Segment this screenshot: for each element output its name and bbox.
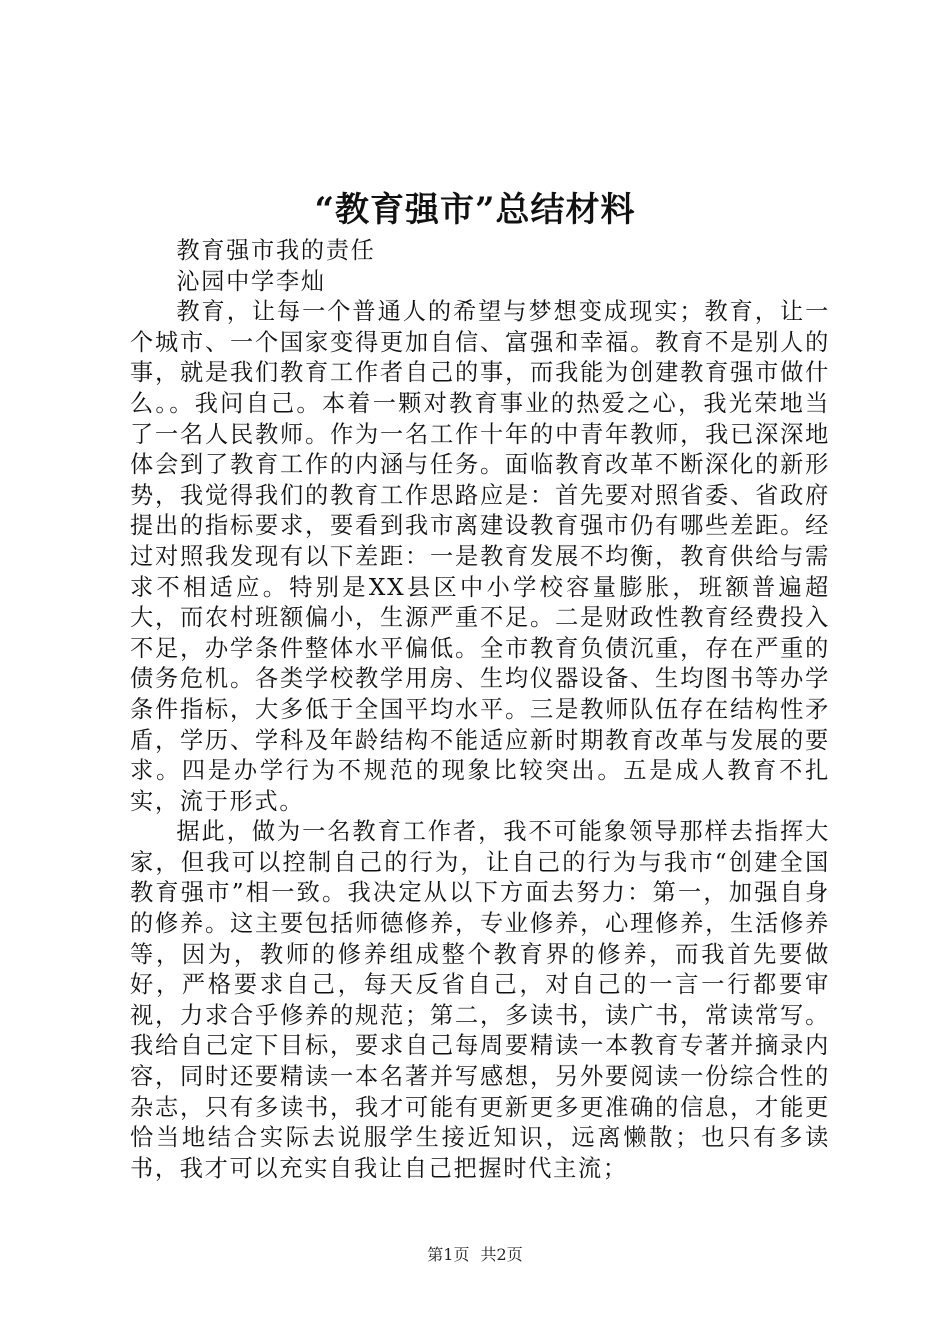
document-title: “教育强市”总结材料 bbox=[314, 190, 636, 230]
page-total: 共2页 bbox=[480, 1245, 523, 1264]
page-number: 第1页 bbox=[427, 1245, 470, 1264]
body-paragraph: 据此，做为一名教育工作者，我不可能象领导那样去指挥大家，但我可以控制自己的行为，让自己的行为与我市“创建全国教育强市”相一致。我决定从以下方面去努力：第一，加强自身的修养。这主要包括师德修养，专业修养，心理修养，生活修养等，因为，教师的修养组成整个教育界的修养，而我首先要做好，严格要求自己，每天反省自己，对自己的一言一行都要审视，力求合乎修养的规范；第二，多读书，读广书，常读常写。我给自己定下目标，要求自己每周要精读一本教育专著并摘录内容，同时还要精读一本名著并写感想，另外要阅读一份综合性的杂志，只有多读书，我才可能有更新更多更准确的信息，才能更恰当地结合实际去说服学生接近知识，远离懒散；也只有多读书，我才可以充实自我让自己把握时代主流； bbox=[130, 818, 830, 1182]
page-footer bbox=[0, 1244, 950, 1266]
body-paragraph: 教育，让每一个普通人的希望与梦想变成现实；教育，让一个城市、一个国家变得更加自信、富强和幸福。教育不是别人的事，就是我们教育工作者自己的事，而我能为创建教育强市做什么。。我问自己。本着一颗对教育事业的热爱之心，我光荣地当了一名人民教师。作为一名工作十年的中青年教师，我已深深地体会到了教育工作的内涵与任务。面临教育改革不断深化的新形势，我觉得我们的教育工作思路应是：首先要对照省委、省政府提出的指标要求，要看到我市离建设教育强市仍有哪些差距。经过对照我发现有以下差距：一是教育发展不均衡，教育供给与需求不相适应。特别是XX县区中小学校容量膨胀，班额普遍超大，而农村班额偏小，生源严重不足。二是财政性教育经费投入不足，办学条件整体水平偏低。全市教育负债沉重，存在严重的债务危机。各类学校教学用房、生均仪器设备、生均图书等办学条件指标，大多低于全国平均水平。三是教师队伍存在结构性矛盾，学历、学科及年龄结构不能适应新时期教育改革与发展的要求。四是办学行为不规范的现象比较突出。五是成人教育不扎实，流于形式。 bbox=[130, 298, 830, 815]
subtitle: 教育强市我的责任 bbox=[176, 237, 376, 264]
author-line: 沁园中学李灿 bbox=[176, 267, 326, 295]
document-body bbox=[130, 236, 830, 1184]
